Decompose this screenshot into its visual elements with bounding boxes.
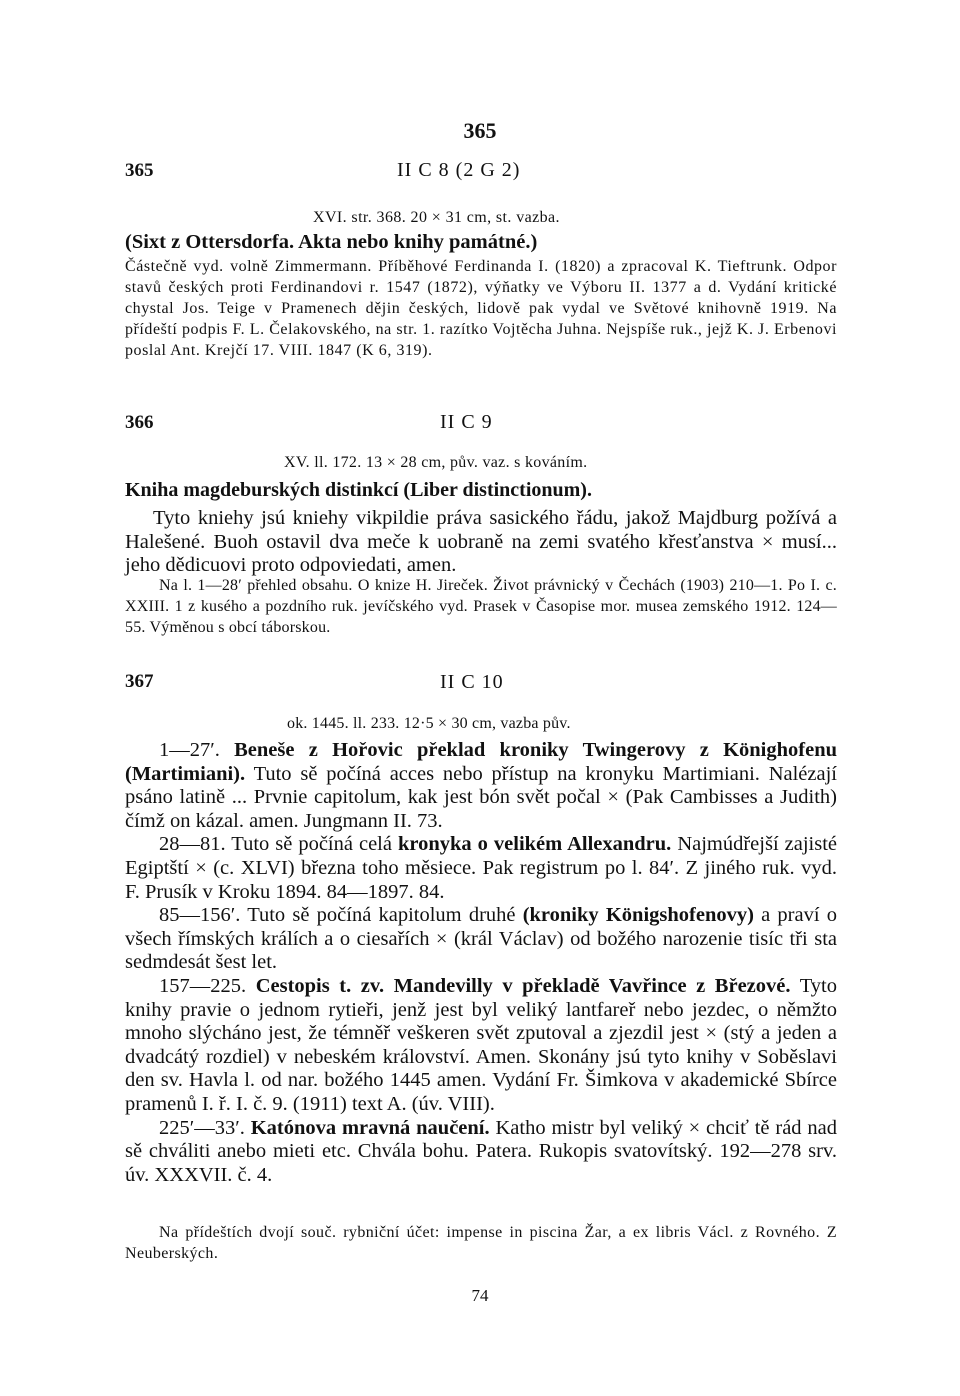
shelfmark-367: II C 10 xyxy=(440,671,504,693)
note-367: Na přídeštích dvojí souč. rybniční účet: impense in piscina Žar, a ex libris Václ. z Rovného. Z Neuberských. xyxy=(125,1224,837,1262)
entry-number-367: 367 xyxy=(125,671,154,692)
item-pre: Tuto sě počíná kapitolum druhé xyxy=(247,904,516,927)
item-range: 28—81. xyxy=(159,833,226,856)
incipit-366: Tyto kniehy jsú kniehy vikpildie práva sasického řádu, jakož Majdburg požívá a Halešené. Buoh ostavil dva meče k uobraně na zemi svatého křesťanstva × musí... jeho dědicuovi proto odpoviedati, amen. xyxy=(125,507,837,577)
item-heading: (kroniky Königshofenovy) xyxy=(522,904,754,927)
list-item xyxy=(125,975,837,1117)
shelfmark-366: II C 9 xyxy=(440,411,493,433)
note-366: Na l. 1—28′ přehled obsahu. O knize H. Jireček. Život právnický v Čechách (1903) 210—1. Po I. c. XXIII. 1 z kusého a pozdního ruk. jevíčského vyd. Prasek v Časopise mor. musea zemského 1912. 124—55. Výměnou s obcí táborskou. xyxy=(125,577,837,636)
physical-365: XVI. str. 368. 20 × 31 cm, st. vazba. xyxy=(313,209,560,226)
title-366: Kniha magdeburských distinkcí (Liber distinctionum). xyxy=(125,479,592,501)
item-range: 157—225. xyxy=(159,974,247,997)
physical-367: ok. 1445. ll. 233. 12·5 × 30 cm, vazba pův. xyxy=(287,715,571,732)
entry-number-365: 365 xyxy=(125,160,154,181)
item-text: Najmúdřejší zajisté Egiptští × (c. XLVI) března toho měsiece. Pak registrum po l. 84′. Z jiného ruk. vyd. F. Prusík v Kroku 1894. 84—1897. 84. xyxy=(125,833,838,903)
item-range: 225′—33′. xyxy=(159,1116,245,1139)
item-text: Tyto knihy pravie o jednom rytieři, jenž jest byl veliký lantfareř nebo jezdec, o němžto mnoho slýcháno jest, že témněř veškeren svět zputoval a zjezdil jest × (stý a jeden a dvadcátý rozdiel) v nebeském království. Amen. Skonány jsú tyto knihy v Soběslavi den sv. Havla l. od nar. božého 1445 amen. Vydání Fr. Šimkova v akademické Sbírce pramenů I. ř. I. č. 9. (1911) text A. (úv. VIII). xyxy=(125,974,837,1115)
item-range: 85—156′. xyxy=(159,904,241,927)
item-heading: Katónova mravná naučení. xyxy=(250,1116,490,1139)
list-item xyxy=(125,833,837,904)
list-item xyxy=(125,739,837,833)
item-text: Katho mistr byl veliký × chciť tě rád nad sě chváliti anebo mieti etc. Chvála bohu. Patera. Rukopis svatovítský. 192—278 srv. úv. XXXVII. č. 4. xyxy=(125,1116,838,1186)
note-365: Částečně vyd. volně Zimmermann. Příběhové Ferdinanda I. (1820) a zpracoval K. Tieftrunk. Odpor stavů českých proti Ferdinandovi r. 1547 (1872), výňatky ve Výboru II. 1377 a d. Vydání kritické chystal Jos. Teige v Pramenech dějin českých, lidově pak vydal ve Světové knihovně 1919. Na přídeští podpis F. L. Čelakovského, na str. 1. razítko Vojtěcha Juhna. Nejspíše ruk., jejž K. J. Erbenovi poslal Ant. Krejčí 17. VIII. 1847 (K 6, 319). xyxy=(125,258,837,359)
title-365: (Sixt z Ottersdorfa. Akta nebo knihy památné.) xyxy=(125,231,538,253)
list-item xyxy=(125,1117,837,1188)
item-heading: kronyka o velikém Allexandru. xyxy=(397,833,672,856)
item-heading: Beneše z Hořovic překlad kroniky Twingerovy z Könighofenu (Martimiani). xyxy=(125,739,837,785)
item-heading: Cestopis t. zv. Mandevilly v překladě Vavřince z Březové. xyxy=(255,974,791,997)
page-number: 74 xyxy=(471,1286,489,1305)
item-text: a praví o všech římských králích a o ciesařích × (král Václav) od božého narozenie tisíc tři sta sedmdesát šest let. xyxy=(125,904,838,974)
entry-number-366: 366 xyxy=(125,412,154,433)
shelfmark-365: II C 8 (2 G 2) xyxy=(397,159,521,181)
item-text: Tuto sě počíná acces nebo přístup na kronyku Martimiani. Nalézají psáno latině ... Prvnie capitolum, kak jest bón svět počal × (Pak Cambisses a Judith) čímž on kázal. amen. Jungmann II. 73. xyxy=(125,762,837,832)
running-head: 365 xyxy=(463,118,497,143)
list-item xyxy=(125,904,837,975)
item-pre: Tuto sě počíná celá xyxy=(231,833,392,856)
items-367 xyxy=(125,739,837,1187)
item-range: 1—27′. xyxy=(159,739,220,761)
physical-366: XV. ll. 172. 13 × 28 cm, pův. vaz. s kováním. xyxy=(284,454,588,471)
